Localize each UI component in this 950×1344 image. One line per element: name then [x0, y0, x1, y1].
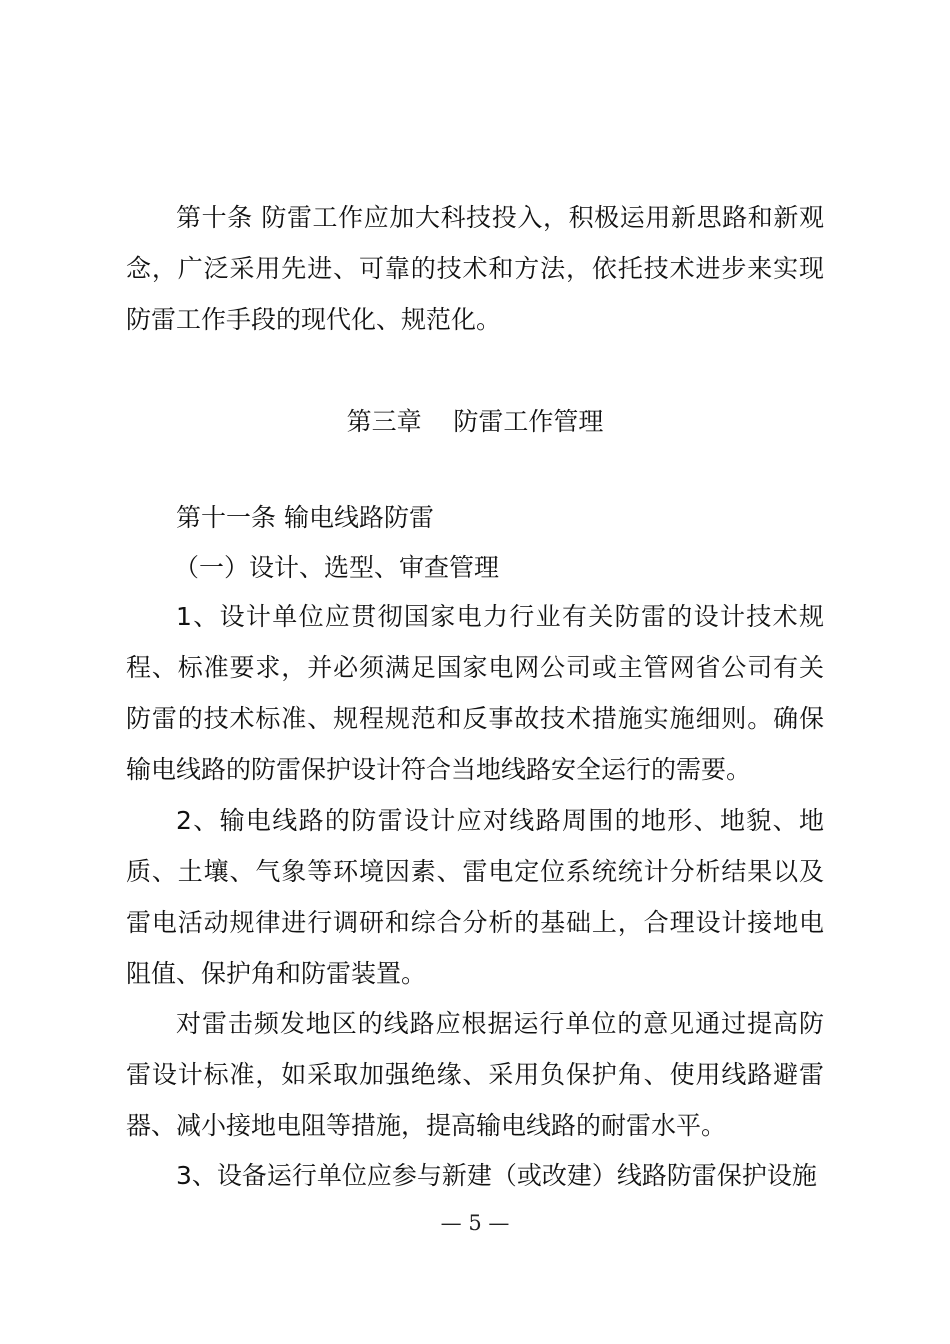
item-3-paragraph: 3、设备运行单位应参与新建（或改建）线路防雷保护设施: [176, 1161, 817, 1190]
page-number: — 5 —: [440, 1211, 510, 1235]
article-11-heading: 第十一条 输电线路防雷: [176, 503, 434, 532]
chapter-title: 第三章 防雷工作管理: [346, 407, 604, 436]
item-1-paragraph: 1、设计单位应贯彻国家电力行业有关防雷的设计技术规程、标准要求，并必须满足国家电网公司或主管网省公司有关防雷的技术标准、规程规范和反事故技术措施实施细则。确保输电线路的防雷保护设计符合当地线路安全运行的需要。: [126, 602, 824, 784]
item-2-supplement-paragraph: 对雷击频发地区的线路应根据运行单位的意见通过提高防雷设计标准，如采取加强绝缘、采用负保护角、使用线路避雷器、减小接地电阻等措施，提高输电线路的耐雷水平。: [126, 1009, 824, 1140]
section-1-heading: （一）设计、选型、审查管理: [174, 553, 500, 582]
item-2-paragraph: 2、输电线路的防雷设计应对线路周围的地形、地貌、地质、土壤、气象等环境因素、雷电定位系统统计分析结果以及雷电活动规律进行调研和综合分析的基础上，合理设计接地电阻值、保护角和防雷装置。: [126, 806, 824, 988]
article-10-paragraph: 第十条 防雷工作应加大科技投入，积极运用新思路和新观念，广泛采用先进、可靠的技术和方法，依托技术进步来实现防雷工作手段的现代化、规范化。: [126, 203, 824, 334]
